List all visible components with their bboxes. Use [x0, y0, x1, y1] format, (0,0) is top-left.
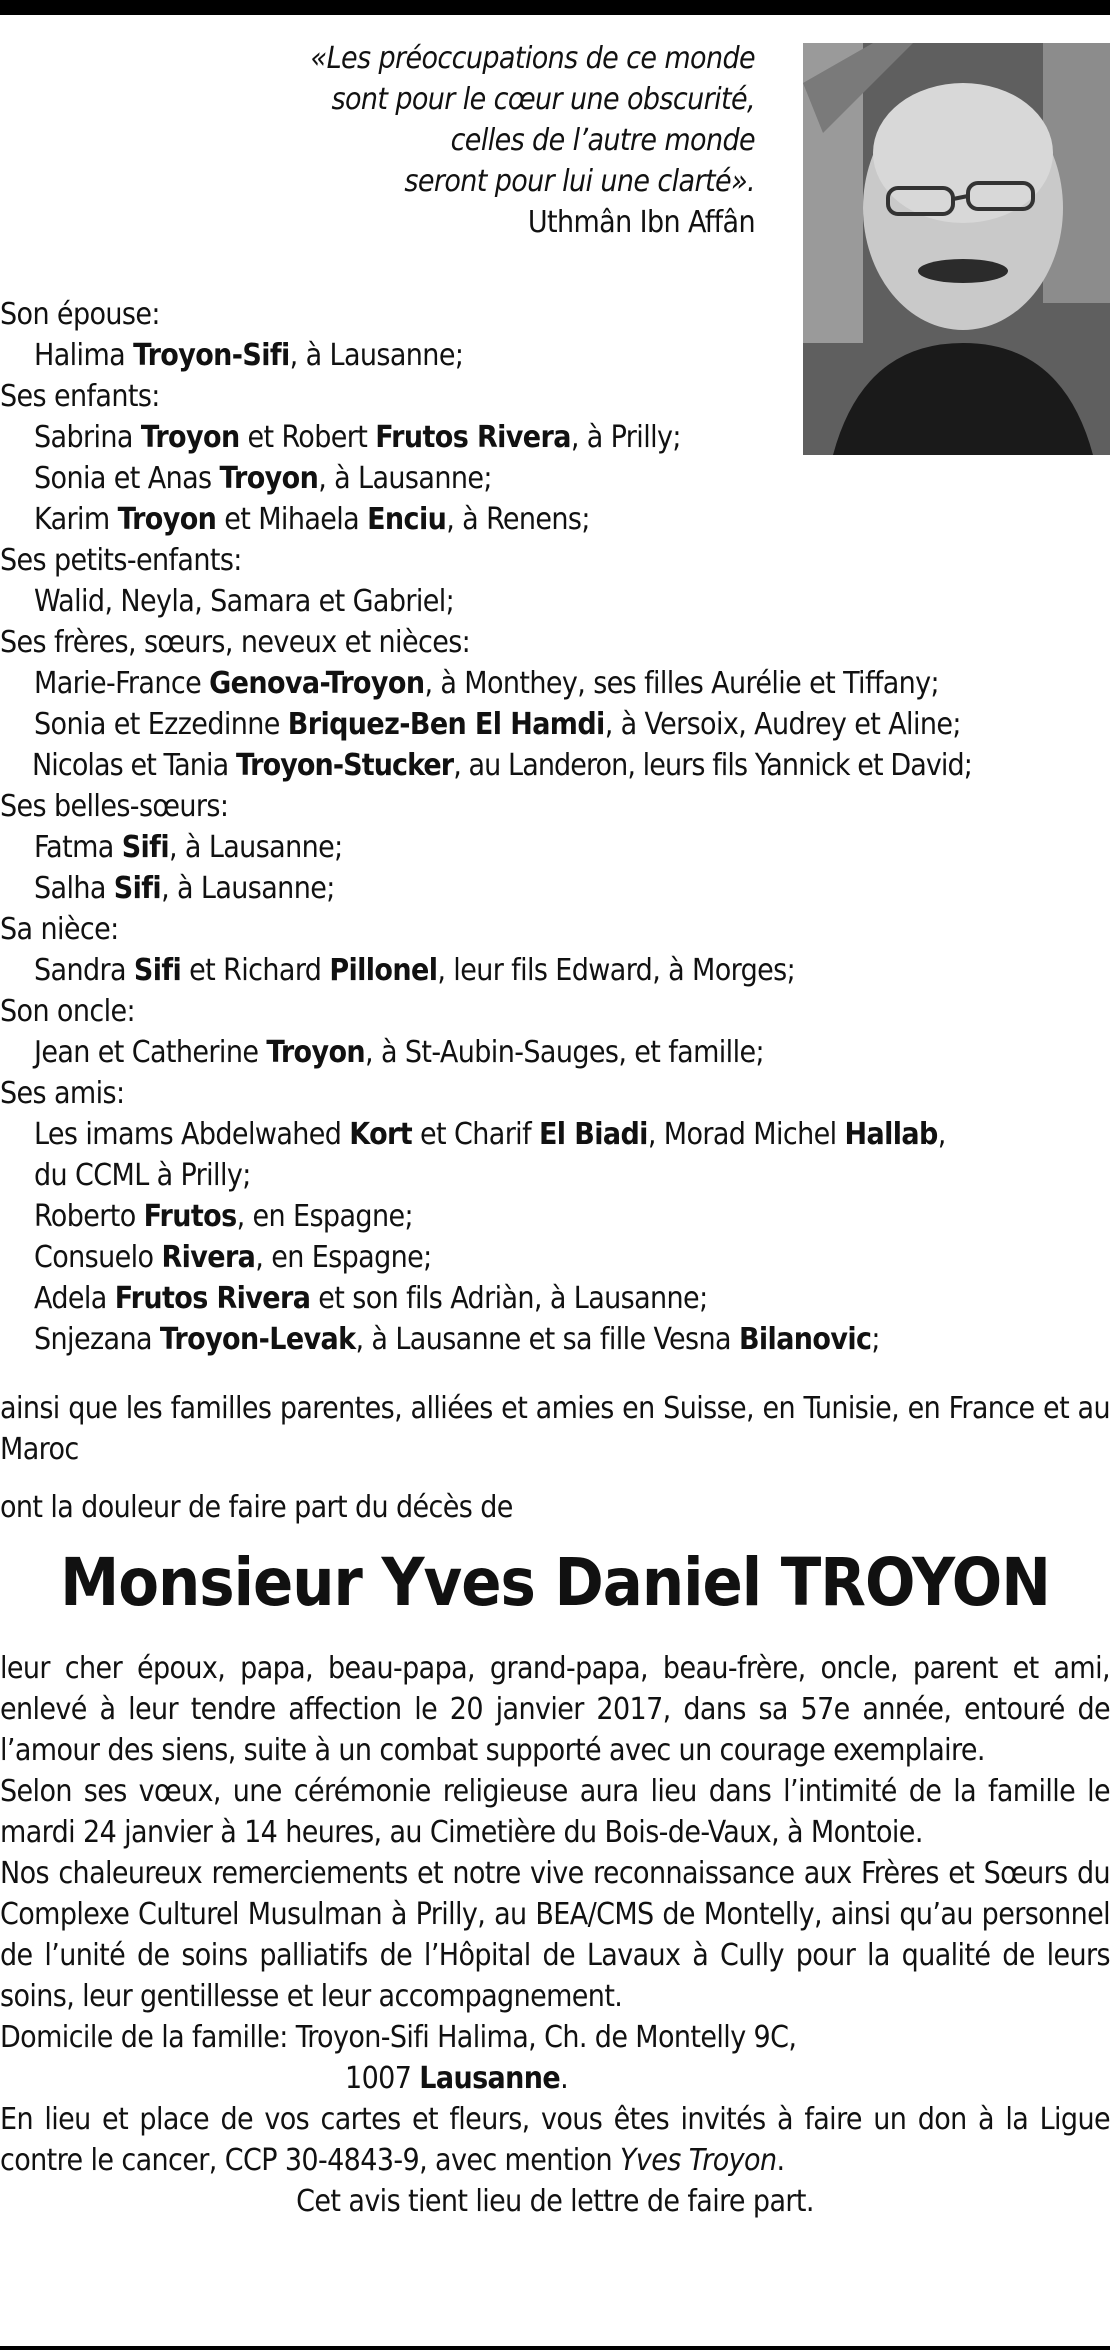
bottom-rule	[0, 2346, 1110, 2350]
child-entry: Sabrina Troyon et Robert Frutos Rivera, à Prilly;	[34, 420, 681, 455]
donation-paragraph: En lieu et place de vos cartes et fleurs, vous êtes invités à faire un don à la Ligue contre le cancer, CCP 30-4843-9, avec mention Yves Troyon.	[0, 2102, 1110, 2178]
top-rule	[0, 0, 1110, 15]
announcement-line: ont la douleur de faire part du décès de	[0, 1490, 513, 1525]
body-paragraph: Selon ses vœux, une cérémonie religieuse aura lieu dans l’intimité de la famille le mardi 24 janvier à 14 heures, au Cimetière du Bois-de-Vaux, à Montoie.	[0, 1774, 1110, 1850]
niece-heading: Sa nièce:	[0, 912, 119, 947]
friend-entry: Roberto Frutos, en Espagne;	[34, 1199, 413, 1234]
friend-entry: Consuelo Rivera, en Espagne;	[34, 1240, 432, 1275]
friends-heading: Ses amis:	[0, 1076, 125, 1111]
sister-in-law-entry: Salha Sifi, à Lausanne;	[34, 871, 335, 906]
quote-line: sont pour le cœur une obscurité,	[331, 82, 755, 117]
quote-line: celles de l’autre monde	[450, 123, 755, 158]
family-address: Domicile de la famille: Troyon-Sifi Halima, Ch. de Montelly 9C,	[0, 2020, 797, 2055]
closing-families: ainsi que les familles parentes, alliées et amies en Suisse, en Tunisie, en France et au Maroc	[0, 1391, 1110, 1467]
sisters-in-law-heading: Ses belles-sœurs:	[0, 789, 229, 824]
child-entry: Karim Troyon et Mihaela Enciu, à Renens;	[34, 502, 590, 537]
sibling-entry: Sonia et Ezzedinne Briquez-Ben El Hamdi, à Versoix, Audrey et Aline;	[34, 707, 961, 742]
body-paragraph: Nos chaleureux remerciements et notre vive reconnaissance aux Frères et Sœurs du Complexe Culturel Musulman à Prilly, au BEA/CMS de Montelly, ainsi qu’au personnel de l’unité de soins palliatifs de l’Hôpital de Lavaux à Cully pour la qualité de leurs soins, leur gentillesse et leur accompagnement.	[0, 1856, 1110, 2014]
notice-body	[0, 1648, 1110, 2222]
sibling-entry: Nicolas et Tania Troyon-Stucker, au Landeron, leurs fils Yannick et David;	[32, 748, 972, 783]
niece-entry: Sandra Sifi et Richard Pillonel, leur fils Edward, à Morges;	[34, 953, 796, 988]
friend-entry: Les imams Abdelwahed Kort et Charif El Biadi, Morad Michel Hallab,	[34, 1117, 946, 1152]
family-list	[0, 294, 1110, 1360]
child-entry: Sonia et Anas Troyon, à Lausanne;	[34, 461, 492, 496]
sister-in-law-entry: Fatma Sifi, à Lausanne;	[34, 830, 343, 865]
friend-entry: Adela Frutos Rivera et son fils Adriàn, à Lausanne;	[34, 1281, 708, 1316]
siblings-heading: Ses frères, sœurs, neveux et nièces:	[0, 625, 471, 660]
friend-entry-continued: du CCML à Prilly;	[34, 1158, 251, 1193]
friend-entry: Snjezana Troyon-Levak, à Lausanne et sa fille Vesna Bilanovic;	[34, 1322, 880, 1357]
uncle-heading: Son oncle:	[0, 994, 135, 1029]
quote-line: seront pour lui une clarté».	[404, 164, 755, 199]
quote-author: Uthmân Ibn Affân	[527, 205, 755, 240]
final-line: Cet avis tient lieu de lettre de faire part.	[296, 2184, 814, 2219]
body-paragraph: leur cher époux, papa, beau-papa, grand-papa, beau-frère, oncle, parent et ami, enlevé à leur tendre affection le 20 janvier 2017, dans sa 57e année, entouré de l’amour des siens, suite à un combat supporté avec un courage exemplaire.	[0, 1651, 1110, 1768]
children-heading: Ses enfants:	[0, 379, 160, 414]
quote-line: «Les préoccupations de ce monde	[310, 41, 755, 76]
grandchildren-entry: Walid, Neyla, Samara et Gabriel;	[34, 584, 455, 619]
uncle-entry: Jean et Catherine Troyon, à St-Aubin-Sauges, et famille;	[34, 1035, 764, 1070]
spouse-heading: Son épouse:	[0, 297, 160, 332]
sibling-entry: Marie-France Genova-Troyon, à Monthey, ses filles Aurélie et Tiffany;	[34, 666, 940, 701]
grandchildren-heading: Ses petits-enfants:	[0, 543, 242, 578]
family-address-city: 1007 Lausanne.	[345, 2061, 569, 2096]
deceased-name: Monsieur Yves Daniel TROYON	[60, 1544, 1050, 1621]
epigraph-quote	[180, 38, 755, 243]
spouse-entry: Halima Troyon-Sifi, à Lausanne;	[34, 338, 464, 373]
